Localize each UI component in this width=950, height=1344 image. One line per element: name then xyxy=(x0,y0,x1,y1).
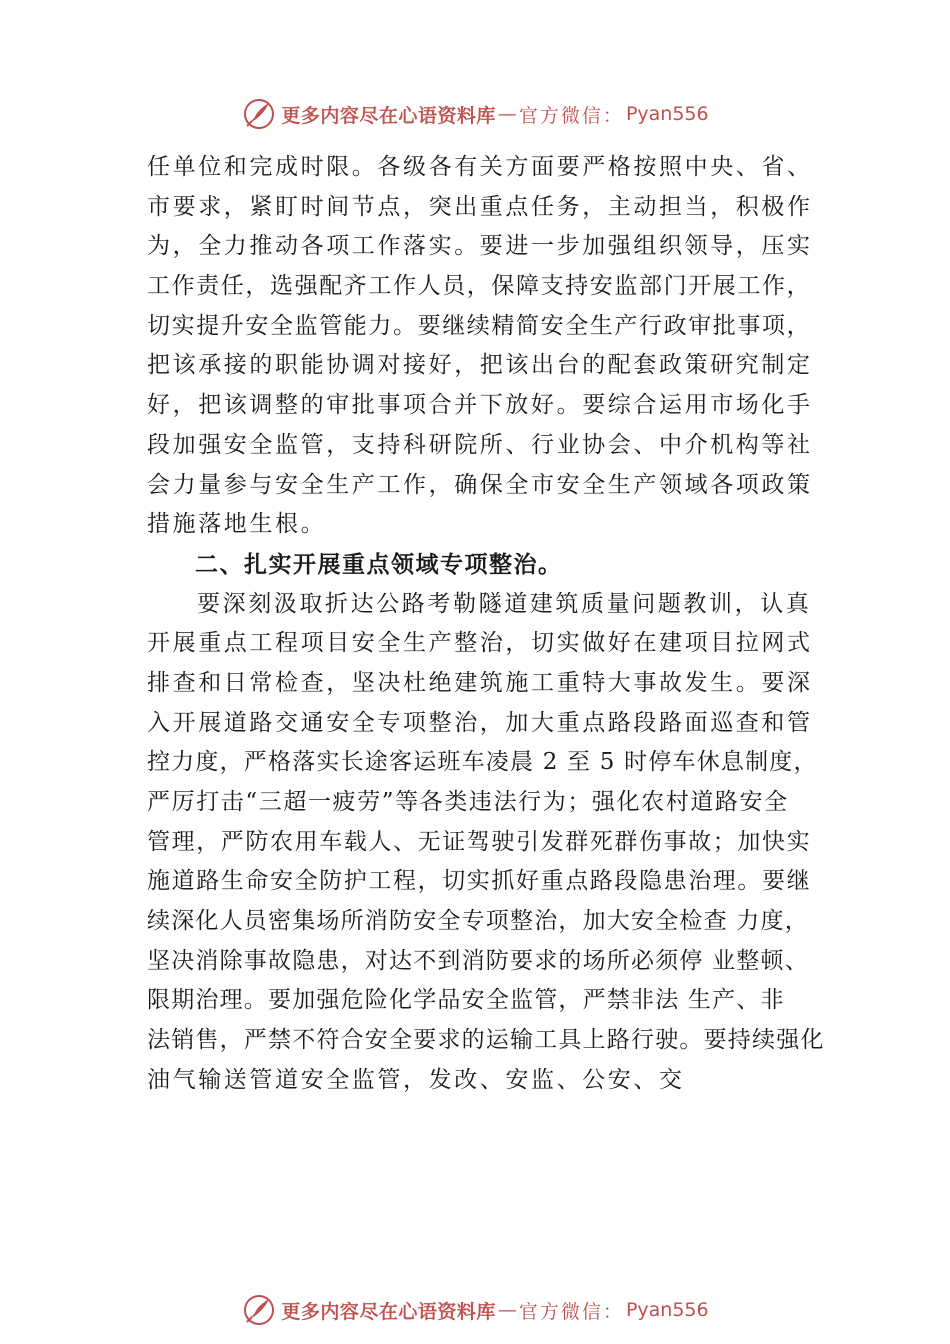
body-line: 段加强安全监管，支持科研院所、行业协会、中介机构等社 xyxy=(147,431,813,458)
body-line: 要深刻汲取折达公路考勒隧道建筑质量问题教训，认真 xyxy=(197,590,812,617)
body-line: 续深化人员密集场所消防安全专项整治，加大安全检查 力度， xyxy=(147,908,809,935)
footer-wechat-id: Pyan556 xyxy=(625,1299,709,1321)
body-line: 把该承接的职能协调对接好，把该出台的配套政策研究制定 xyxy=(147,352,813,379)
body-line: 坚决消除事故隐患，对达不到消防要求的场所必须停 业整顿、 xyxy=(147,947,809,974)
header-wechat-id: Pyan556 xyxy=(625,103,709,125)
feather-logo-icon xyxy=(241,96,277,132)
body-line: 好，把该调整的审批事项合并下放好。要综合运用市场化手 xyxy=(147,392,813,419)
header-dash: — xyxy=(497,103,517,125)
body-line: 排查和日常检查，坚决杜绝建筑施工重特大事故发生。要深 xyxy=(147,669,813,696)
section-heading: 二、扎实开展重点领域专项整治。 xyxy=(195,550,563,578)
body-line: 措施落地生根。 xyxy=(147,511,327,538)
body-line: 为，全力推动各项工作落实。要进一步加强组织领导，压实 xyxy=(147,233,813,260)
body-line: 严厉打击“三超一疲劳”等各类违法行为；强化农村道路安全 xyxy=(147,789,789,815)
body-line: 施道路生命安全防护工程，切实抓好重点路段隐患治理。要继 xyxy=(147,868,812,895)
footer-banner xyxy=(0,1290,950,1330)
body-line: 法销售，严禁不符合安全要求的运输工具上路行驶。要持续强化 xyxy=(147,1027,825,1054)
footer-wechat-label: 官方微信： xyxy=(518,1300,624,1323)
body-line: 会力量参与安全生产工作，确保全市安全生产领域各项政策 xyxy=(147,471,813,498)
document-body xyxy=(147,148,837,1101)
body-line: 管理，严防农用车载人、无证驾驶引发群死群伤事故；加快实 xyxy=(147,828,812,855)
footer-dash: — xyxy=(497,1299,517,1321)
body-line: 工作责任，选强配齐工作人员，保障支持安监部门开展工作， xyxy=(147,273,812,300)
body-line: 开展重点工程项目安全生产整治，切实做好在建项目拉网式 xyxy=(147,630,813,657)
body-line: 限期治理。要加强危险化学品安全监管，严禁非法 生产、非 xyxy=(147,987,785,1014)
header-main-text: 更多内容尽在心语资料库 xyxy=(281,104,496,127)
body-line: 控力度，严格落实长途客运班车凌晨 2 至 5 时停车休息制度， xyxy=(147,749,818,776)
header-banner xyxy=(0,94,950,134)
header-wechat-label: 官方微信： xyxy=(518,104,624,127)
body-line: 任单位和完成时限。各级各有关方面要严格按照中央、省、 xyxy=(147,154,813,180)
body-line: 切实提升安全监管能力。要继续精简安全生产行政审批事项， xyxy=(147,312,812,339)
body-line: 油气输送管道安全监管，发改、安监、公安、交 xyxy=(147,1066,685,1093)
body-line: 市要求，紧盯时间节点，突出重点任务，主动担当，积极作 xyxy=(147,193,813,220)
body-line: 入开展道路交通安全专项整治，加大重点路段路面巡查和管 xyxy=(147,709,813,736)
feather-logo-icon xyxy=(241,1292,277,1328)
footer-main-text: 更多内容尽在心语资料库 xyxy=(281,1300,496,1323)
